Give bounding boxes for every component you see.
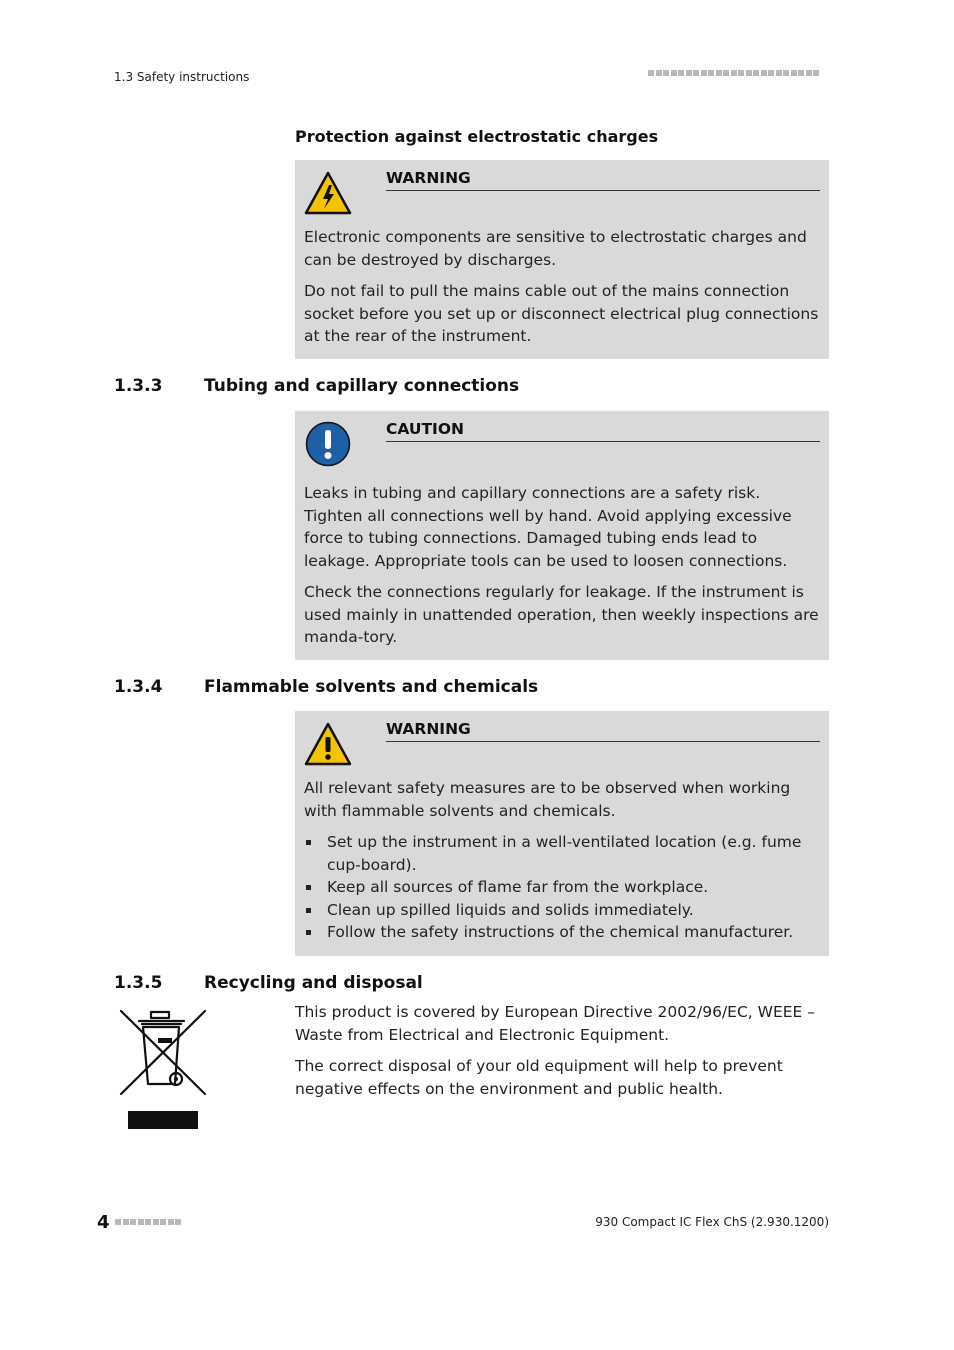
electric-hazard-icon <box>304 170 352 216</box>
page-number: 4 <box>97 1212 110 1233</box>
footer-dot-row <box>115 1219 185 1227</box>
section-number-recycling: 1.3.5 <box>114 973 163 993</box>
tubing-content <box>304 482 819 658</box>
flammable-intro: All relevant safety measures are to be observed when working with flammable solvents and chemicals. <box>304 779 791 820</box>
running-header: 1.3 Safety instructions <box>114 70 250 84</box>
list-item: Keep all sources of flame far from the workplace. <box>304 876 819 899</box>
recycling-paragraph-1: This product is covered by European Directive 2002/96/EC, WEEE – Waste from Electrical and Electronic Equipment. <box>295 1003 816 1044</box>
list-item: Set up the instrument in a well-ventilated location (e.g. fume cup-board). <box>304 831 819 876</box>
section-title-tubing: Tubing and capillary connections <box>204 376 520 396</box>
section-number-tubing: 1.3.3 <box>114 376 163 396</box>
recycling-paragraph-2: The correct disposal of your old equipment will help to prevent negative effects on the environment and public health. <box>295 1057 783 1098</box>
footer-product-name: 930 Compact IC Flex ChS (2.930.1200) <box>595 1215 829 1229</box>
section-title-flammable: Flammable solvents and chemicals <box>204 677 539 697</box>
tubing-signal-word: CAUTION <box>386 420 820 442</box>
exclamation-circle-icon <box>304 421 352 467</box>
tubing-paragraph-2: Check the connections regularly for leakage. If the instrument is used mainly in unattended operation, then weekly inspections are manda-tory. <box>304 583 819 646</box>
flammable-bullet-list <box>304 831 819 944</box>
header-dot-row <box>648 70 829 79</box>
esd-signal-word: WARNING <box>386 169 820 191</box>
list-item: Clean up spilled liquids and solids immediately. <box>304 899 819 922</box>
flammable-warning-box <box>295 711 829 956</box>
crossed-out-wheelie-bin-icon <box>118 1008 208 1133</box>
tubing-paragraph-1: Leaks in tubing and capillary connections are a safety risk. Tighten all connections well by hand. Avoid applying excessive force to tubing connections. Damaged tubing ends lead to leakage. Appropriate tools can be used to loosen connections. <box>304 484 792 570</box>
recycling-text <box>295 1001 829 1109</box>
flammable-signal-word: WARNING <box>386 720 820 742</box>
esd-paragraph-2: Do not fail to pull the mains cable out of the mains connection socket before you set up or disconnect electrical plug connections at the rear of the instrument. <box>304 282 819 345</box>
esd-content <box>304 226 819 357</box>
flammable-content <box>304 777 819 944</box>
esd-heading: Protection against electrostatic charges <box>295 127 659 146</box>
esd-paragraph-1: Electronic components are sensitive to electrostatic charges and can be destroyed by discharges. <box>304 228 807 269</box>
tubing-caution-box <box>295 411 829 660</box>
section-number-flammable: 1.3.4 <box>114 677 163 697</box>
section-title-recycling: Recycling and disposal <box>204 973 423 993</box>
list-item: Follow the safety instructions of the chemical manufacturer. <box>304 921 819 944</box>
esd-warning-box <box>295 160 829 359</box>
warning-triangle-icon <box>304 721 352 767</box>
